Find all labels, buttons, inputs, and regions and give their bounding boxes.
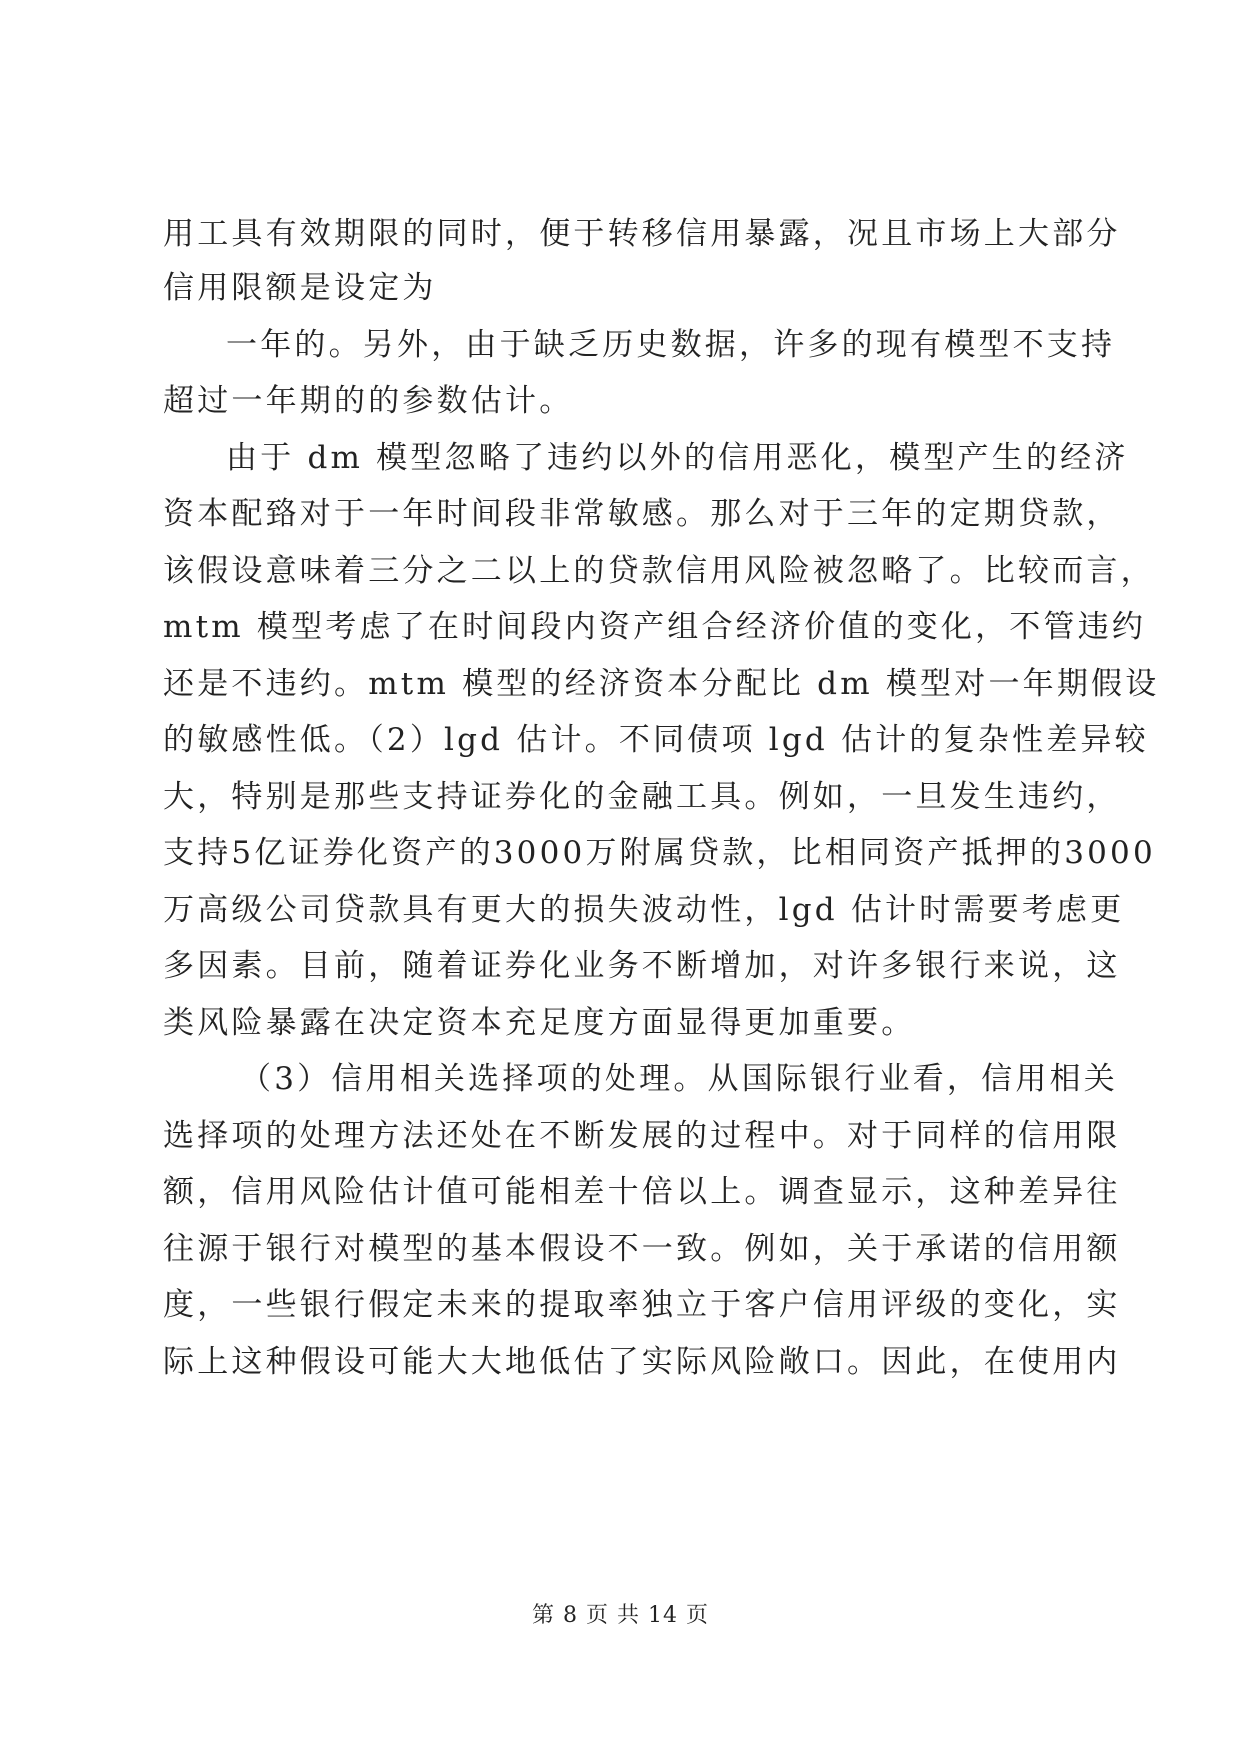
body-text-line: 该假设意味着三分之二以上的贷款信用风险被忽略了。比较而言，	[163, 553, 1155, 589]
body-text-line: 资本配臵对于一年时间段非常敏感。那么对于三年的定期贷款，	[163, 496, 1121, 532]
body-text-line: 类风险暴露在决定资本充足度方面显得更加重要。	[163, 1005, 916, 1041]
page-number-footer: 第 8 页 共 14 页	[532, 1603, 709, 1628]
body-text-line: 支持5亿证券化资产的3000万附属贷款，比相同资产抵押的3000	[163, 835, 1156, 871]
body-text-line: 大，特别是那些支持证券化的金融工具。例如，一旦发生违约，	[163, 779, 1121, 815]
body-text-line: 用工具有效期限的同时，便于转移信用暴露，况且市场上大部分	[163, 216, 1121, 252]
body-text-line: 由于 dm 模型忽略了违约以外的信用恶化，模型产生的经济	[226, 440, 1129, 476]
body-text-line: 多因素。目前，随着证券化业务不断增加，对许多银行来说，这	[163, 948, 1121, 984]
body-text-line: 选择项的处理方法还处在不断发展的过程中。对于同样的信用限	[163, 1118, 1121, 1154]
body-text-line: 超过一年期的的参数估计。	[163, 383, 574, 419]
body-text-line: 际上这种假设可能大大地低估了实际风险敞口。因此，在使用内	[163, 1344, 1121, 1380]
body-text-line: （3）信用相关选择项的处理。从国际银行业看，信用相关	[240, 1061, 1118, 1097]
body-text-line: 万高级公司贷款具有更大的损失波动性，lgd 估计时需要考虑更	[163, 892, 1125, 928]
body-text-line: 的敏感性低。（2）lgd 估计。不同债项 lgd 估计的复杂性差异较	[163, 722, 1149, 758]
body-text-line: 一年的。另外，由于缺乏历史数据，许多的现有模型不支持	[226, 327, 1116, 363]
body-text-line: 额，信用风险估计值可能相差十倍以上。调查显示，这种差异往	[163, 1174, 1121, 1210]
body-text-line: 还是不违约。mtm 模型的经济资本分配比 dm 模型对一年期假设	[163, 666, 1160, 702]
body-text-line: 往源于银行对模型的基本假设不一致。例如，关于承诺的信用额	[163, 1231, 1121, 1267]
body-text-line: 信用限额是设定为	[163, 270, 437, 306]
body-text-line: 度，一些银行假定未来的提取率独立于客户信用评级的变化，实	[163, 1287, 1121, 1323]
body-text-line: mtm 模型考虑了在时间段内资产组合经济价值的变化，不管违约	[163, 609, 1147, 645]
